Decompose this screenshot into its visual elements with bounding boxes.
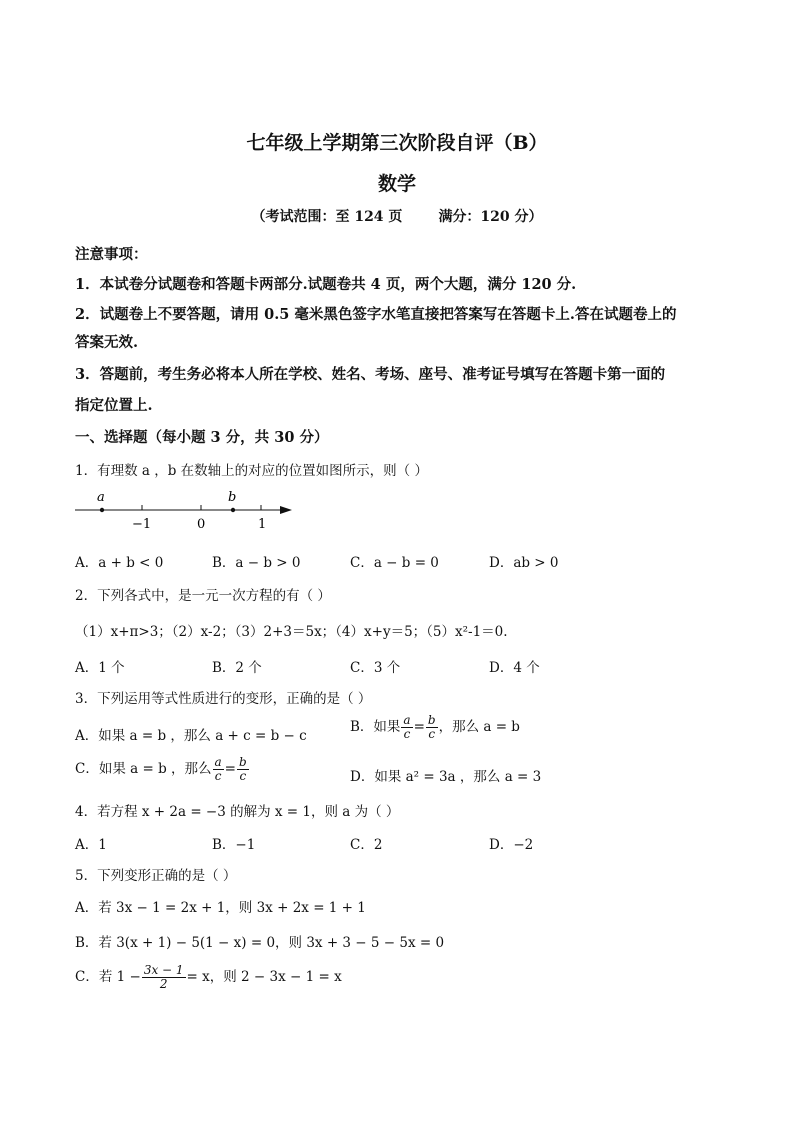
q1-option-c: C．a − b = 0 xyxy=(350,555,439,571)
q1-stem: 1．有理数 a ，b 在数轴上的对应的位置如图所示，则（ ） xyxy=(75,463,428,479)
q2-list: （1）x+π>3；（2）x-2；（3）2+3＝5x；（4）x+y＝5；（5）x²-1＝0. xyxy=(75,624,508,640)
full-marks-text: 满分：120 分） xyxy=(438,209,543,225)
q5-c-prefix: C．若 1 − xyxy=(75,969,141,985)
fraction-a-over-c: $\frac{a}{c}$ xyxy=(403,713,411,741)
note-2-line2: 答案无效. xyxy=(75,334,139,351)
section-heading: 一、选择题（每小题 3 分，共 30 分） xyxy=(75,429,329,446)
note-3-line1: 3．答题前，考生务必将本人所在学校、姓名、考场、座号、准考证号填写在答题卡第一面的 xyxy=(75,366,666,383)
q3-stem: 3．下列运用等式性质进行的变形，正确的是（ ） xyxy=(75,691,372,707)
q3-b-suffix: ，那么 a = b xyxy=(438,719,520,735)
label-b: b xyxy=(228,490,237,505)
tick-label-1: 1 xyxy=(258,517,267,532)
label-a: a xyxy=(97,490,105,505)
tick-label-minus-1: −1 xyxy=(132,517,152,532)
q5-option-a: A．若 3x − 1 = 2x + 1，则 3x + 2x = 1 + 1 xyxy=(75,900,366,916)
subject-title: 数学 xyxy=(377,173,416,195)
point-b xyxy=(231,508,235,512)
q4-option-d: D．−2 xyxy=(489,837,534,853)
note-3-line2: 指定位置上. xyxy=(75,397,153,414)
q1-option-b: B．a − b > 0 xyxy=(212,555,301,571)
number-line xyxy=(70,485,300,535)
q4-option-c: C．2 xyxy=(350,837,383,853)
q2-option-d: D．4 个 xyxy=(489,660,540,676)
tick-label-0: 0 xyxy=(197,517,206,532)
exam-scope xyxy=(0,206,794,226)
q5-option-b: B．若 3(x + 1) − 5(1 − x) = 0，则 3x + 3 − 5 − 5x = 0 xyxy=(75,935,445,951)
fraction-3x-minus-1-over-2: $\frac{3x - 1}{2}$ xyxy=(143,963,184,991)
q3-option-b: B．如果 $\frac{a}{c}$ = $\frac{b}{c}$ ，那么 a = b xyxy=(350,713,520,741)
q5-stem: 5．下列变形正确的是（ ） xyxy=(75,868,237,884)
q2-option-a: A．1 个 xyxy=(75,660,125,676)
q3-option-a: A．如果 a = b ，那么 a + c = b − c xyxy=(75,728,307,744)
fraction-b-over-c: $\frac{b}{c}$ xyxy=(238,755,247,783)
fraction-b-over-c: $\frac{b}{c}$ xyxy=(427,713,436,741)
q4-option-b: B．−1 xyxy=(212,837,256,853)
q3-c-prefix: C．如果 a = b ，那么 xyxy=(75,761,212,777)
q2-option-b: B．2 个 xyxy=(212,660,262,676)
q4-option-a: A．1 xyxy=(75,837,107,853)
q1-option-d: D．ab > 0 xyxy=(489,555,559,571)
q5-c-suffix: = x，则 2 − 3x − 1 = x xyxy=(186,969,342,985)
notes-heading: 注意事项： xyxy=(75,246,148,263)
axis-arrow xyxy=(280,506,292,514)
scope-text: （考试范围：至 124 页 xyxy=(251,209,403,225)
point-a xyxy=(100,508,104,512)
q5-option-c xyxy=(75,964,342,991)
q4-stem: 4．若方程 x + 2a = −3 的解为 x = 1，则 a 为（ ） xyxy=(75,804,400,820)
note-1: 1．本试卷分试题卷和答题卡两部分.试题卷共 4 页，两个大题，满分 120 分. xyxy=(75,276,577,293)
q3-option-c: C．如果 a = b ，那么 $\frac{a}{c}$ = $\frac{b}{c}$ xyxy=(75,755,247,783)
q3-option-d: D．如果 a² = 3a ，那么 a = 3 xyxy=(350,769,542,785)
fraction-a-over-c: $\frac{a}{c}$ xyxy=(214,755,222,783)
q2-option-c: C．3 个 xyxy=(350,660,401,676)
q1-option-a: A．a + b < 0 xyxy=(75,555,164,571)
q2-stem: 2．下列各式中，是一元一次方程的有（ ） xyxy=(75,588,331,604)
note-2-line1: 2．试题卷上不要答题，请用 0.5 毫米黑色签字水笔直接把答案写在答题卡上.答在试题卷上的 xyxy=(75,306,677,323)
q3-b-prefix: B．如果 xyxy=(350,719,401,735)
exam-title: 七年级上学期第三次阶段自评（B） xyxy=(246,132,548,154)
